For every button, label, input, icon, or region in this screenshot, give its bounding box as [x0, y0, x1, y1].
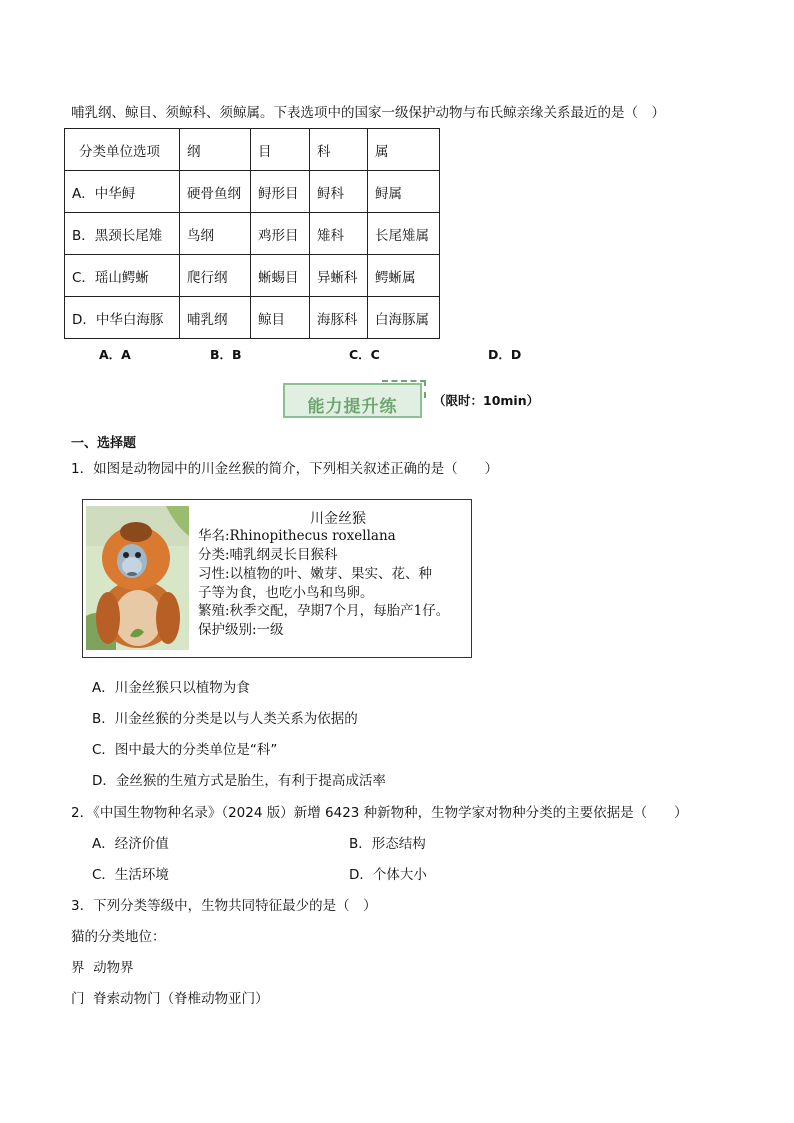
table-cell: 海豚科 [310, 297, 368, 339]
q3-line: 猫的分类地位： [71, 929, 166, 945]
card-line: 习性:以植物的叶、嫩芽、果实、花、种 [198, 566, 433, 582]
table-cell: 哺乳纲 [180, 297, 251, 339]
table-row [65, 213, 440, 255]
option-c[interactable]: C．C [349, 347, 380, 362]
option-b[interactable]: B．B [210, 347, 242, 362]
card-title: 川金丝猴 [310, 511, 366, 527]
card-line: 子等为食，也吃小鸟和鸟卵。 [198, 585, 374, 601]
table-header-cell: 纲 [180, 129, 251, 171]
question-intro-text: 哺乳纲、鲸目、须鲸科、须鲸属。下表选项中的国家一级保护动物与布氏鲸亲缘关系最近的是（ ） [71, 105, 665, 121]
taxonomy-table [64, 128, 440, 339]
card-line: 分类:哺乳纲灵长目猴科 [198, 547, 338, 563]
time-limit-label: （限时：10min） [433, 393, 540, 408]
q1-option-b[interactable]: B．川金丝猴的分类是以与人类关系为依据的 [92, 711, 358, 727]
section-banner-title: 能力提升练 [307, 397, 398, 417]
question-2-stem: 2．《中国生物物种名录》（2024 版）新增 6423 种新物种，生物学家对物种分类的主要依据是（ ） [71, 805, 688, 821]
table-cell: 鸡形目 [251, 213, 310, 255]
card-line: 华名:Rhinopithecus roxellana [198, 528, 396, 544]
table-cell: 鲟属 [368, 171, 440, 213]
table-cell: 长尾雉属 [368, 213, 440, 255]
table-header-row [65, 129, 440, 171]
table-header-cell: 科 [310, 129, 368, 171]
table-row [65, 255, 440, 297]
q1-option-c[interactable]: C．图中最大的分类单位是“科” [92, 742, 278, 758]
card-line: 繁殖:秋季交配，孕期7个月，每胎产1仔。 [198, 603, 450, 619]
table-row [65, 171, 440, 213]
q2-option-b[interactable]: B．形态结构 [349, 836, 426, 852]
table-cell: A．中华鲟 [65, 171, 180, 213]
table-row [65, 297, 440, 339]
table-cell: 雉科 [310, 213, 368, 255]
q2-option-a[interactable]: A．经济价值 [92, 836, 169, 852]
question-1-stem: 1．如图是动物园中的川金丝猴的简介，下列相关叙述正确的是（ ） [71, 461, 499, 477]
card-line: 保护级别:一级 [198, 622, 284, 638]
table-cell: 白海豚属 [368, 297, 440, 339]
q2-option-d[interactable]: D．个体大小 [349, 867, 427, 883]
table-header-cell: 属 [368, 129, 440, 171]
q1-option-d[interactable]: D．金丝猴的生殖方式是胎生，有利于提高成活率 [92, 773, 386, 789]
table-cell: 鲸目 [251, 297, 310, 339]
table-cell: 爬行纲 [180, 255, 251, 297]
q3-line: 门 脊索动物门（脊椎动物亚门） [71, 991, 269, 1007]
banner-dashed-decoration [382, 380, 426, 382]
table-cell: 异蜥科 [310, 255, 368, 297]
table-header-cell: 分类单位选项 [65, 129, 180, 171]
table-cell: 硬骨鱼纲 [180, 171, 251, 213]
q1-option-a[interactable]: A．川金丝猴只以植物为食 [92, 680, 250, 696]
section-heading: 一、选择题 [71, 436, 137, 451]
table-cell: D．中华白海豚 [65, 297, 180, 339]
q3-line: 界 动物界 [71, 960, 134, 976]
table-cell: C．瑶山鳄蜥 [65, 255, 180, 297]
section-banner [283, 383, 422, 418]
banner-dashed-decoration [424, 380, 426, 398]
table-cell: 鲟形目 [251, 171, 310, 213]
table-cell: 蜥蜴目 [251, 255, 310, 297]
question-3-stem: 3．下列分类等级中，生物共同特征最少的是（ ） [71, 898, 377, 914]
option-a[interactable]: A．A [99, 347, 131, 362]
table-cell: B．黑颈长尾雉 [65, 213, 180, 255]
table-header-cell: 目 [251, 129, 310, 171]
table-cell: 鲟科 [310, 171, 368, 213]
table-cell: 鸟纲 [180, 213, 251, 255]
table-cell: 鳄蜥属 [368, 255, 440, 297]
q2-option-c[interactable]: C．生活环境 [92, 867, 169, 883]
golden-monkey-photo [86, 506, 189, 650]
option-d[interactable]: D．D [488, 347, 522, 362]
